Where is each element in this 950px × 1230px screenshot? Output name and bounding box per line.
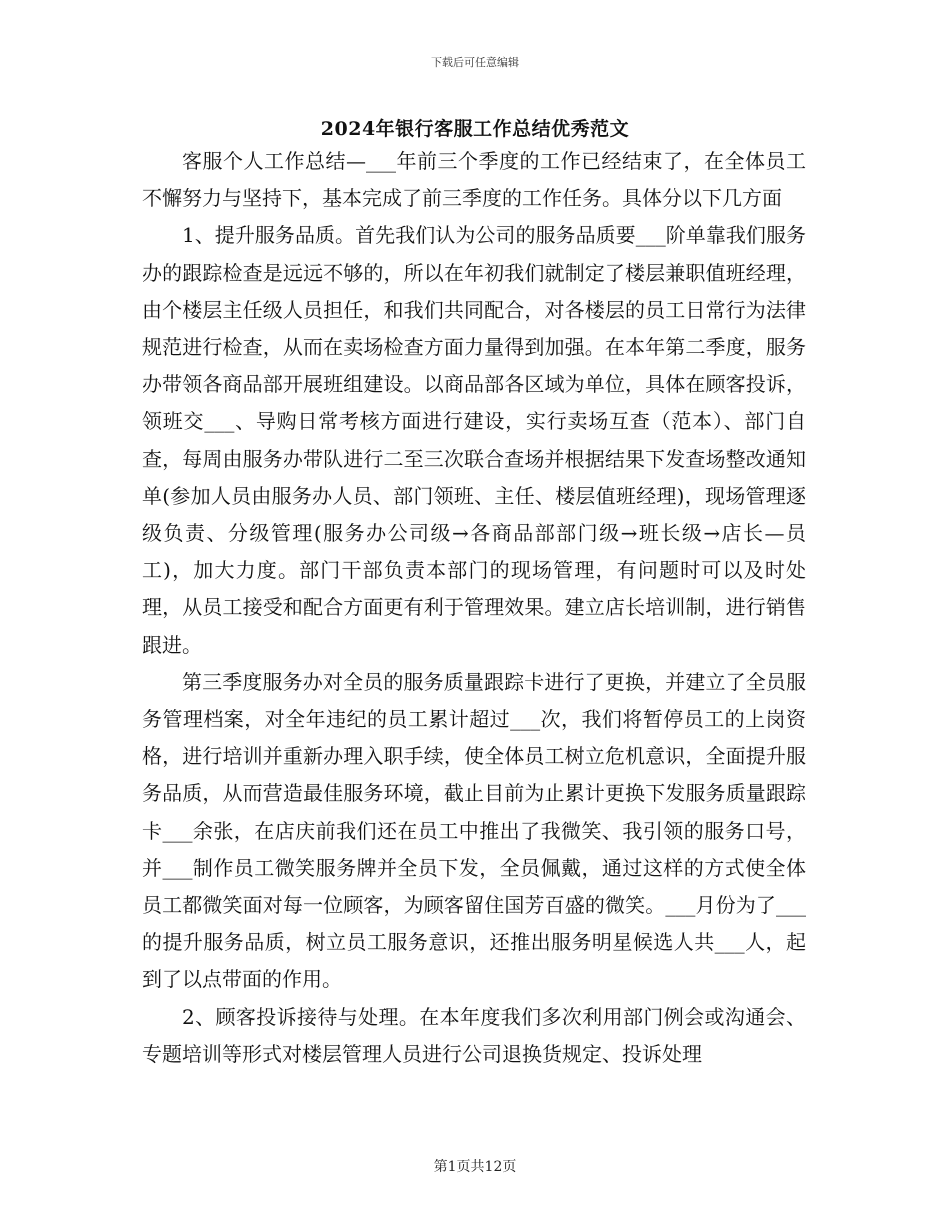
document-body xyxy=(142,143,806,1073)
paragraph-complaints: 2、顾客投诉接待与处理。在本年度我们多次利用部门例会或沟通会、专题培训等形式对楼层管理人员进行公司退换货规定、投诉处理 xyxy=(142,1004,806,1066)
paragraph-intro: 客服个人工作总结—___年前三个季度的工作已经结束了，在全体员工不懈努力与坚持下，基本完成了前三季度的工作任务。具体分以下几方面 xyxy=(142,149,806,211)
document-title: 2024年银行客服工作总结优秀范文 xyxy=(320,118,630,140)
paragraph-service-quality: 1、提升服务品质。首先我们认为公司的服务品质要___阶单靠我们服务办的跟踪检查是远远不够的，所以在年初我们就制定了楼层兼职值班经理，由个楼层主任级人员担任，和我们共同配合，对各楼层的员工日常行为法律规范进行检查，从而在卖场检查方面力量得到加强。在本年第二季度，服务办带领各商品部开展班组建设。以商品部各区域为单位，具体在顾客投诉，领班交___、导购日常考核方面进行建设，实行卖场互查（范本）、部门自查，每周由服务办带队进行二至三次联合查场并根据结果下发查场整改通知单(参加人员由服务办人员、部门领班、主任、楼层值班经理)，现场管理逐级负责、分级管理(服务办公司级→各商品部部门级→班长级→店长—员工)，加大力度。部门干部负责本部门的现场管理，有问题时可以及时处理，从员工接受和配合方面更有利于管理效果。建立店长培训制，进行销售跟进。 xyxy=(142,223,806,657)
header-note: 下载后可任意编辑 xyxy=(431,56,519,69)
paragraph-third-quarter: 第三季度服务办对全员的服务质量跟踪卡进行了更换，并建立了全员服务管理档案，对全年违纪的员工累计超过___次，我们将暂停员工的上岗资格，进行培训并重新办理入职手续，使全体员工树立危机意识，全面提升服务品质，从而营造最佳服务环境，截止目前为止累计更换下发服务质量跟踪卡___余张，在店庆前我们还在员工中推出了我微笑、我引领的服务口号，并___制作员工微笑服务牌并全员下发，全员佩戴，通过这样的方式使全体员工都微笑面对每一位顾客，为顾客留住国芳百盛的微笑。___月份为了___的提升服务品质，树立员工服务意识，还推出服务明星候选人共___人，起到了以点带面的作用。 xyxy=(142,669,806,992)
page-footer: 第1页共12页 xyxy=(433,1159,517,1175)
